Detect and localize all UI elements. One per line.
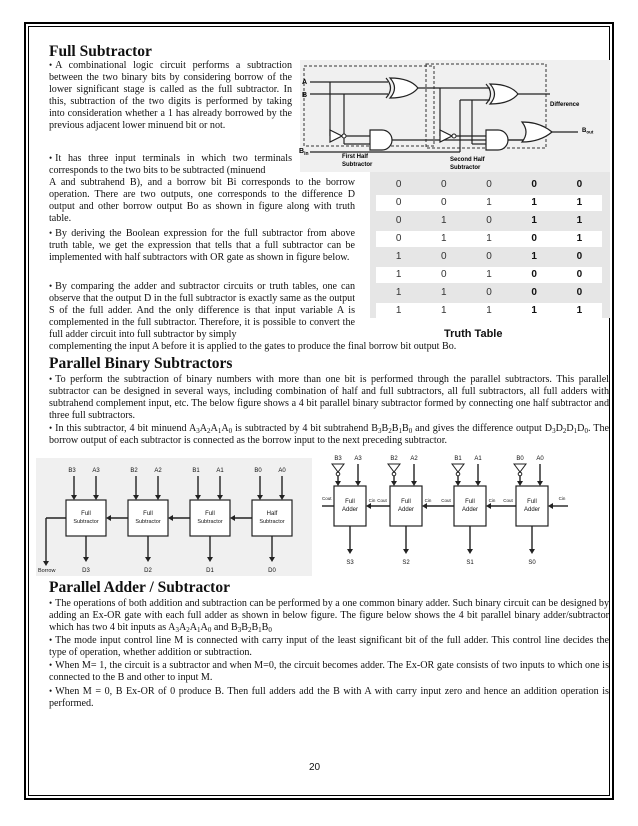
truth-table-cell: 0	[395, 215, 402, 226]
truth-table-cell: 1	[486, 197, 492, 208]
truth-table-cell: 0	[486, 287, 492, 298]
truth-table-cell: 1	[441, 287, 447, 298]
truth-table-cell: 0	[531, 233, 537, 244]
subtractor-block	[190, 500, 230, 536]
block-label-line1: Full	[465, 499, 475, 505]
block-label-line2: Subtractor	[197, 519, 223, 525]
truth-table-row	[376, 231, 602, 247]
truth-table	[370, 172, 610, 318]
paragraph-terminals-b: A and subtrahend B), and a borrow bit Bi corresponds to the borrow operation. There are two outputs, one corresponds to the difference D output and other borrow output Bo as shown in figure along with truth table.	[49, 177, 355, 224]
cin-label: Cin	[424, 498, 432, 503]
bullet-icon: •	[49, 228, 53, 238]
arrow-left-icon	[548, 503, 553, 509]
paragraph-full-subtractor-intro: • A combinational logic circuit performs a subtraction between the two binary bits by considering borrow of the lower significant stage is called as the full subtractor. In this, subtraction of the two digits is performed by taking into consideration whether a 1 has already borrowed by the previous adjacent lower minuend bit or not.	[49, 60, 292, 131]
arrow-left-icon	[422, 503, 427, 509]
and-gate-1-icon	[370, 130, 392, 150]
arrow-down-icon	[71, 495, 77, 500]
arrow-down-icon	[391, 481, 397, 486]
section-title-full-subtractor: Full Subtractor	[49, 43, 152, 60]
truth-table-cell: 0	[531, 269, 537, 280]
inversion-bubble-icon	[336, 472, 340, 476]
arrow-down-icon	[529, 549, 535, 554]
xor-gate-1-icon	[390, 78, 418, 98]
input-b-label: B2	[390, 456, 398, 462]
inversion-bubble-icon	[392, 472, 396, 476]
truth-table-row	[376, 249, 602, 265]
full-subtractor-circuit-diagram	[300, 60, 610, 172]
bullet-icon: •	[49, 598, 53, 608]
xor-gate-2-icon	[490, 84, 518, 104]
truth-table-cell: 1	[395, 269, 402, 280]
paragraph-mode-input: • The mode input control line M is connected with carry input of the least significant bit of the full adder. This control line decides the type of operation, whether addition or subtraction.	[49, 635, 609, 658]
paragraph-comparison: • By comparing the adder and subtractor circuits or truth tables, one can observe that the output D in the full subtractor is exactly same as the output S of the full adder. And the only difference is that input variable A is complemented in the full subtractor. Therefore, it is possible to convert the full adder circuit into full subtractor by simply	[49, 281, 355, 340]
truth-table-row	[376, 195, 602, 211]
truth-table-cell: 1	[531, 251, 537, 262]
cout-label: Cout	[441, 498, 451, 503]
output-s-label: S3	[346, 560, 354, 566]
adder-block	[454, 486, 486, 526]
output-s-label: S2	[402, 560, 410, 566]
truth-table-cell: 1	[531, 305, 537, 316]
block-label-line2: Subtractor	[259, 519, 285, 525]
block-label-line2: Subtractor	[73, 519, 99, 525]
arrow-down-icon	[257, 495, 263, 500]
paragraph-m-equals-1: • When M= 1, the circuit is a subtractor and when M=0, the circuit becomes adder. The Ex-OR gate consists of two inputs to which one is connected to the B and other to input M.	[49, 660, 609, 683]
truth-table-cell: 1	[531, 197, 537, 208]
block-label-line2: Adder	[523, 507, 541, 513]
arrow-down-icon	[455, 481, 461, 486]
subtractor-block	[66, 500, 106, 536]
first-half-label: First Half	[342, 154, 369, 160]
paragraph-parallel-4bit: • In this subtractor, 4 bit minuend $A_3A_2A_1A_0$ is subtracted by 4 bit subtrahend $B_3B_2B_1B_0$ and gives the difference output $D_3D_2D_1D_0$. The borrow output of each subtractor is connected as the borrow input to the next preceding subtractor.	[49, 423, 609, 446]
arrow-left-icon	[168, 515, 173, 521]
input-a-label: A1	[216, 468, 224, 474]
not-gate-icon	[388, 464, 400, 472]
arrow-down-icon	[403, 549, 409, 554]
truth-table-cell: 1	[576, 305, 583, 316]
bullet-icon: •	[49, 60, 53, 70]
truth-table-cell: 1	[395, 305, 402, 316]
arrow-down-icon	[355, 481, 361, 486]
input-a-label: A	[302, 79, 308, 86]
input-b-label: B0	[254, 468, 262, 474]
input-a-label: A0	[278, 468, 286, 474]
cin-label: Cin	[368, 498, 376, 503]
arrow-down-icon	[217, 495, 223, 500]
truth-table-cell: 0	[441, 179, 447, 190]
input-a-label: A3	[92, 468, 100, 474]
cout-label: Cout	[503, 498, 513, 503]
arrow-left-icon	[106, 515, 111, 521]
block-label-line1: Full	[345, 499, 355, 505]
arrow-down-icon	[475, 481, 481, 486]
block-label-line1: Half	[266, 511, 278, 517]
block-label-line2: Subtractor	[135, 519, 161, 525]
subtractor-block	[252, 500, 292, 536]
truth-table-cell: 1	[441, 215, 447, 226]
bullet-icon: •	[49, 153, 53, 163]
truth-table-cell: 0	[531, 179, 537, 190]
truth-table-cell: 1	[395, 251, 402, 262]
arrow-down-icon	[269, 557, 275, 562]
arrow-down-icon	[43, 561, 49, 566]
arrow-down-icon	[347, 549, 353, 554]
subtractor-block	[128, 500, 168, 536]
arrow-down-icon	[195, 495, 201, 500]
input-a-label: A0	[536, 456, 544, 462]
arrow-down-icon	[207, 557, 213, 562]
inversion-bubble-icon	[518, 472, 522, 476]
not-gate-icon	[452, 464, 464, 472]
truth-table-cell: 1	[441, 305, 447, 316]
parallel-adder-figure	[318, 450, 572, 572]
second-half-label: Second Half	[450, 157, 485, 163]
not-gate-icon	[514, 464, 526, 472]
truth-table-cell: 0	[395, 179, 402, 190]
truth-table-cell: 0	[486, 251, 492, 262]
input-a-label: A2	[154, 468, 162, 474]
output-d-label: D0	[268, 568, 276, 574]
bullet-icon: •	[49, 660, 53, 670]
truth-table-cell: 1	[576, 197, 583, 208]
bullet-icon: •	[49, 423, 53, 433]
truth-table-cell: 0	[441, 269, 447, 280]
block-label-line1: Full	[143, 511, 153, 517]
arrow-down-icon	[279, 495, 285, 500]
paragraph-m-equals-0: • When M = 0, B Ex-OR of 0 produce B. Then full adders add the B with A with carry input zero and hence an addition operation is performed.	[49, 686, 609, 709]
bullet-icon: •	[49, 374, 53, 384]
truth-table-cell: 1	[441, 233, 447, 244]
truth-table-cell: 1	[486, 305, 492, 316]
block-label-line1: Full	[205, 511, 215, 517]
truth-table-cell: 0	[531, 287, 537, 298]
bullet-icon: •	[49, 281, 53, 291]
arrow-down-icon	[517, 481, 523, 486]
output-difference-label: Difference	[550, 102, 580, 108]
and-gate-2-icon	[486, 130, 508, 150]
input-b-label: B3	[68, 468, 76, 474]
arrow-down-icon	[145, 557, 151, 562]
input-b-label: B1	[192, 468, 200, 474]
adder-block	[390, 486, 422, 526]
parallel-subtractor-diagram	[36, 458, 312, 576]
truth-table-cell: 0	[441, 251, 447, 262]
arrow-down-icon	[537, 481, 543, 486]
input-a-label: A1	[474, 456, 482, 462]
truth-table-cell: 0	[486, 215, 492, 226]
block-label-line2: Adder	[397, 507, 415, 513]
page-number: 20	[309, 762, 321, 773]
not-gate-icon	[332, 464, 344, 472]
output-d-label: D2	[144, 568, 152, 574]
block-label-line1: Full	[81, 511, 91, 517]
parallel-subtractor-figure	[36, 458, 312, 576]
borrow-label: Borrow	[38, 568, 56, 574]
paragraph-terminals-a: • It has three input terminals in which two terminals corresponds to the two bits to be subtracted (minuend	[49, 153, 292, 176]
arrow-left-icon	[230, 515, 235, 521]
output-s-label: S1	[466, 560, 474, 566]
truth-table-row	[376, 213, 602, 229]
truth-table-cell: 1	[531, 215, 537, 226]
paragraph-comparison-end: complementing the input A before it is applied to the gates to produce the final borrow bit output Bo.	[49, 341, 457, 352]
cout-label: Cout	[377, 498, 387, 503]
input-a-label: A2	[410, 456, 418, 462]
arrow-down-icon	[335, 481, 341, 486]
truth-table-cell: 0	[576, 269, 583, 280]
input-b-label: B3	[334, 456, 342, 462]
truth-table-cell: 0	[576, 287, 583, 298]
truth-table-row	[376, 177, 602, 193]
block-label-line1: Full	[527, 499, 537, 505]
section-title-parallel-adder-subtractor: Parallel Adder / Subtractor	[49, 579, 230, 596]
truth-table-cell: 0	[441, 197, 447, 208]
input-b-label: B	[302, 92, 308, 99]
truth-table-caption: Truth Table	[444, 328, 503, 340]
cin-label: Cin	[488, 498, 496, 503]
truth-table-cell: 1	[486, 269, 492, 280]
full-subtractor-circuit-figure	[300, 60, 610, 172]
input-b-label: B1	[454, 456, 462, 462]
cout-label: Cout	[322, 496, 332, 501]
arrow-left-icon	[366, 503, 371, 509]
not-gate-1-icon	[330, 130, 342, 142]
input-b-label: B2	[130, 468, 138, 474]
truth-table-cell: 1	[395, 287, 402, 298]
truth-table-row	[376, 285, 602, 301]
section-title-parallel-binary-subtractors: Parallel Binary Subtractors	[49, 355, 233, 372]
paragraph-boolean: • By deriving the Boolean expression for the full subtractor from above truth table, we get the expression that tells that a full subtractor can be implemented with half subtractors with OR gate as shown in figure below.	[49, 228, 355, 263]
truth-table-cell: 1	[486, 233, 492, 244]
bullet-icon: •	[49, 686, 53, 696]
truth-table-cell: 1	[576, 215, 583, 226]
arrow-down-icon	[467, 549, 473, 554]
truth-table-cell: 1	[576, 233, 583, 244]
paragraph-adder-subtractor-intro: • The operations of both addition and subtraction can be performed by a one common binary adder. Such binary circuit can be designed by adding an Ex-OR gate with each full adder as shown in below figure. The figure below shows the 4 bit parallel binary adder/subtractor which has two 4 bit inputs as $A_3A_2A_1A_0$ and $B_3B_2B_1B_0$	[49, 598, 609, 634]
truth-table-cell: 0	[576, 251, 583, 262]
parallel-adder-diagram	[318, 450, 572, 572]
truth-table-cell: 0	[395, 233, 402, 244]
truth-table-cell: 0	[486, 179, 492, 190]
truth-table-cell: 0	[576, 179, 583, 190]
arrow-down-icon	[133, 495, 139, 500]
input-a-label: A3	[354, 456, 362, 462]
second-half-label-2: Subtractor	[450, 165, 481, 171]
or-gate-icon	[522, 122, 552, 142]
output-d-label: D1	[206, 568, 214, 574]
output-bout-label: $B_{out}$	[582, 128, 594, 135]
block-label-line1: Full	[401, 499, 411, 505]
adder-block	[334, 486, 366, 526]
block-label-line2: Adder	[461, 507, 479, 513]
adder-block	[516, 486, 548, 526]
truth-table-row	[376, 303, 602, 319]
truth-table-row	[376, 267, 602, 283]
arrow-down-icon	[411, 481, 417, 486]
output-s-label: S0	[528, 560, 536, 566]
arrow-left-icon	[486, 503, 491, 509]
paragraph-parallel-intro: • To perform the subtraction of binary numbers with more than one bit is performed through the parallel subtractors. This parallel subtractor can be designed in several ways, including combination of half and full subtractors, all full subtractors, all full adders with subtrahend complement input, etc. The below figure shows a 4 bit parallel binary subtractor formed by connecting one half subtractor and three full subtractors.	[49, 374, 609, 421]
arrow-down-icon	[83, 557, 89, 562]
truth-table-cell: 0	[395, 197, 402, 208]
output-d-label: D3	[82, 568, 90, 574]
arrow-down-icon	[155, 495, 161, 500]
inversion-bubble-icon	[456, 472, 460, 476]
input-bin-label: $B_{in}$	[299, 148, 309, 157]
first-half-label-2: Subtractor	[342, 162, 373, 168]
bullet-icon: •	[49, 635, 53, 645]
block-label-line2: Adder	[341, 507, 359, 513]
input-b-label: B0	[516, 456, 524, 462]
cin-label: Cin	[558, 496, 566, 501]
arrow-down-icon	[93, 495, 99, 500]
